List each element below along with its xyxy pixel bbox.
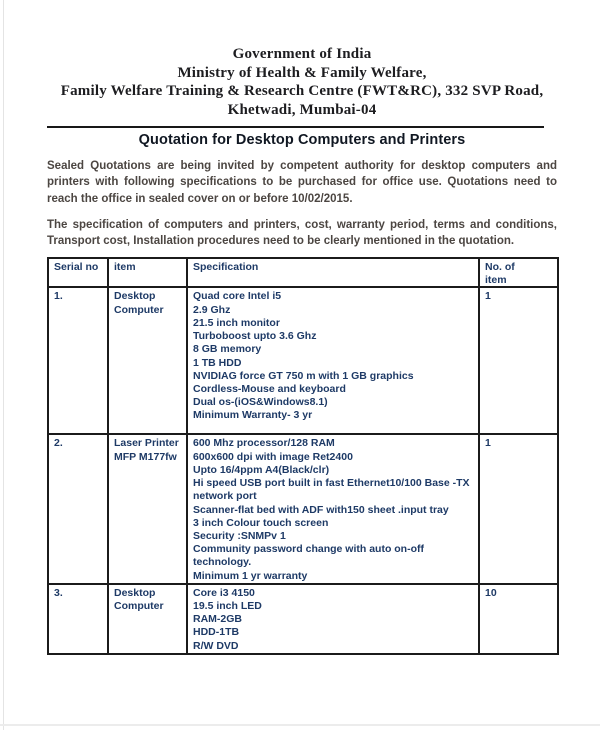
- column-header-specification: Specification: [187, 258, 479, 287]
- letterhead-line-centre: Family Welfare Training & Research Centre (FWT&RC), 332 SVP Road,: [60, 83, 544, 99]
- table-row: [48, 434, 558, 583]
- serial-cell: 3.: [48, 584, 108, 654]
- header-divider: [47, 126, 544, 128]
- table-row: [48, 287, 558, 434]
- page-title: Quotation for Desktop Computers and Printers: [138, 132, 466, 148]
- table-header-row: [48, 258, 558, 287]
- column-header-qty-label: No. of item: [485, 261, 515, 286]
- item-cell: [108, 584, 187, 654]
- letterhead-line-government: Government of India: [232, 46, 372, 62]
- specification-cell: [187, 287, 479, 434]
- quotation-table: [47, 257, 559, 654]
- intro-paragraph: Sealed Quotations are being invited by competent authority for desktop computers and printers with following specifications to be purchased for office use. Quotations need to reach the office in sealed cover on or before 10/02/2015.: [47, 160, 557, 205]
- scan-edge-bottom: [0, 724, 600, 726]
- column-header-item: item: [108, 258, 187, 287]
- specification-cell: [187, 434, 479, 583]
- item-lines: Laser Printer MFP M177fw: [114, 437, 179, 463]
- column-header-qty: [479, 258, 558, 287]
- letterhead-line-ministry: Ministry of Health & Family Welfare,: [177, 64, 427, 81]
- qty-cell: 1: [479, 287, 558, 434]
- item-lines: Desktop Computer: [114, 586, 164, 612]
- serial-cell: 2.: [48, 434, 108, 583]
- item-lines: Desktop Computer: [114, 290, 164, 316]
- qty-cell: 1: [479, 434, 558, 583]
- requirements-paragraph: The specification of computers and printers, cost, warranty period, terms and conditions, Transport cost, Installation procedures need to be clearly mentioned in the quotation.: [47, 218, 557, 248]
- letterhead-line-city: Khetwadi, Mumbai-04: [227, 101, 377, 118]
- table-row: [48, 584, 558, 654]
- serial-cell: 1.: [48, 287, 108, 434]
- specification-cell: [187, 584, 479, 654]
- item-cell: [108, 434, 187, 583]
- document-page: [47, 45, 557, 655]
- column-header-serial: Serial no: [48, 258, 108, 287]
- qty-cell: 10: [479, 584, 558, 654]
- spec-lines: Core i3 4150 19.5 inch LED RAM-2GB HDD-1TB R/W DVD: [193, 586, 262, 652]
- spec-lines: 600 Mhz processor/128 RAM 600x600 dpi with image Ret2400 Upto 16/4ppm A4(Black/clr) Hi speed USB port built in fast Ethernet10/100 Base -TX network port Scanner-flat bed with ADF with150 sheet .input tray 3 inch Colour touch screen Security :SNMPv 1 Community password change with auto on-off technology. Minimum 1 yr warranty: [193, 437, 470, 582]
- document-letterhead: [47, 45, 557, 119]
- spec-lines: Quad core Intel i5 2.9 Ghz 21.5 inch monitor Turboboost upto 3.6 Ghz 8 GB memory 1 TB HDD NVIDIAG force GT 750 m with 1 GB graphics Cordless-Mouse and keyboard Dual os-(iOS&Windows8.1) Minimum Warranty- 3 yr: [193, 290, 414, 422]
- scan-edge-left: [3, 0, 4, 730]
- item-cell: [108, 287, 187, 434]
